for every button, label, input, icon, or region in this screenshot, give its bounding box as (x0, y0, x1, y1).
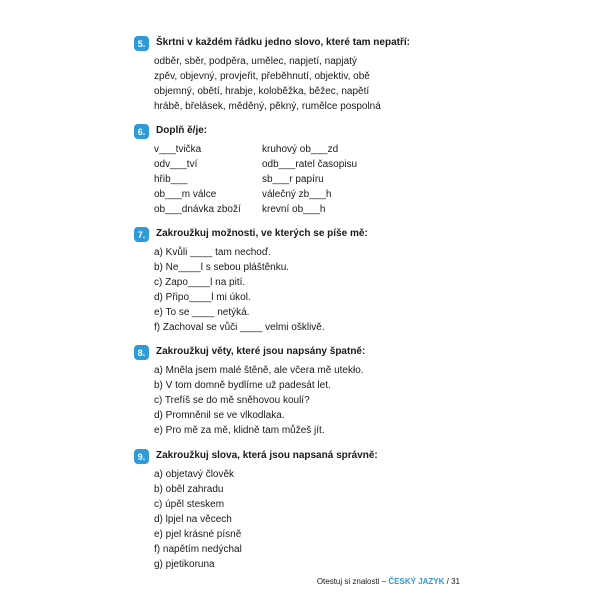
exercise-9 (134, 449, 434, 570)
fill-in-item: v___tvička (154, 144, 202, 155)
fill-in-item: hřib___ (154, 174, 188, 185)
word-line: objemný, obětí, hrabje, koloběžka, běžec, napětí (154, 86, 370, 97)
option-item: a) objetavý člověk (154, 469, 235, 480)
word-line: hrábě, břelásek, měděný, pěkný, rumělce pospolná (154, 101, 381, 112)
table-row (154, 157, 414, 172)
footer-prefix: Otestuj si znalosti – (316, 577, 389, 586)
exercise-6-header (134, 124, 434, 140)
option-item: b) Ne____l s sebou pláštěnku. (154, 262, 290, 273)
option-item: c) Trefíš se do mě sněhovou koulí? (154, 395, 310, 406)
option-item: d) Připo____l mi úkol. (154, 292, 251, 303)
option-item: b) V tom domně bydlíme už padesát let. (154, 380, 331, 391)
word-line: zpěv, objevný, provjeřit, přeběhnutí, objektiv, obě (154, 71, 370, 82)
exercise-7-options (154, 245, 454, 335)
page-footer (317, 577, 460, 586)
option-item: e) To se ____ netýká. (154, 307, 250, 318)
option-item: f) napětím nedýchal (154, 544, 242, 555)
exercise-number-badge: 9. (134, 449, 149, 464)
word-line: odběr, sběr, podpěra, umělec, napjetí, napjatý (154, 56, 357, 67)
fill-in-item: krevní ob___h (262, 204, 326, 215)
fill-in-item: odb___ratel časopisu (262, 159, 358, 170)
option-item: a) Kvůli ____ tam nechoď. (154, 247, 271, 258)
table-row (154, 187, 414, 202)
exercise-6-grid (154, 142, 414, 217)
option-item: c) úpěl steskem (154, 499, 225, 510)
option-item: c) Zapo____l na pití. (154, 277, 246, 288)
option-item: e) pjel krásné písně (154, 529, 242, 540)
exercise-number-badge: 7. (134, 227, 149, 242)
exercise-5-header (134, 36, 434, 52)
exercise-number-badge: 5. (134, 36, 149, 51)
table-row (154, 142, 414, 157)
table-row (154, 172, 414, 187)
fill-in-item: ob___m válce (154, 189, 217, 200)
exercise-9-header (134, 449, 434, 465)
option-item: d) lpjel na věcech (154, 514, 232, 525)
exercise-number-badge: 6. (134, 124, 149, 139)
footer-subject: ČESKÝ JAZYK (388, 577, 445, 586)
option-item: d) Promněnil se ve vlkodlaka. (154, 410, 285, 421)
exercise-5-lines (154, 54, 454, 114)
option-item: g) pjetikoruna (154, 559, 215, 570)
exercise-9-options (154, 467, 454, 572)
exercise-7 (134, 227, 434, 333)
fill-in-item: sb___r papíru (262, 174, 324, 185)
option-item: b) oběl zahradu (154, 484, 224, 495)
fill-in-item: válečný zb___h (262, 189, 332, 200)
exercise-8-header (134, 345, 434, 361)
option-item: e) Pro mě za mě, klidně tam můžeš jít. (154, 425, 325, 436)
exercise-6 (134, 124, 434, 215)
table-row (154, 202, 414, 217)
option-item: a) Mněla jsem malé štěně, ale včera mě utekło. (154, 365, 364, 376)
page-number: / 31 (444, 577, 460, 586)
exercise-8 (134, 345, 434, 436)
option-item: f) Zachoval se vůči ____ velmi ošklivě. (154, 322, 325, 333)
fill-in-item: odv___tví (154, 159, 198, 170)
exercise-title: Zakroužkuj věty, které jsou napsány špatně: (156, 346, 366, 357)
exercise-8-options (154, 363, 454, 438)
fill-in-item: kruhový ob___zd (262, 144, 339, 155)
exercise-7-header (134, 227, 434, 243)
fill-in-item: ob___dnávka zboží (154, 204, 241, 215)
exercise-title: Doplň ě/je: (156, 125, 208, 136)
exercise-5 (134, 36, 434, 112)
exercise-title: Škrtni v každém řádku jedno slovo, které tam nepatří: (156, 37, 410, 48)
exercise-title: Zakroužkuj možnosti, ve kterých se píše mě: (156, 228, 368, 239)
exercise-number-badge: 8. (134, 345, 149, 360)
exercise-title: Zakroužkuj slova, která jsou napsaná správně: (156, 450, 378, 461)
